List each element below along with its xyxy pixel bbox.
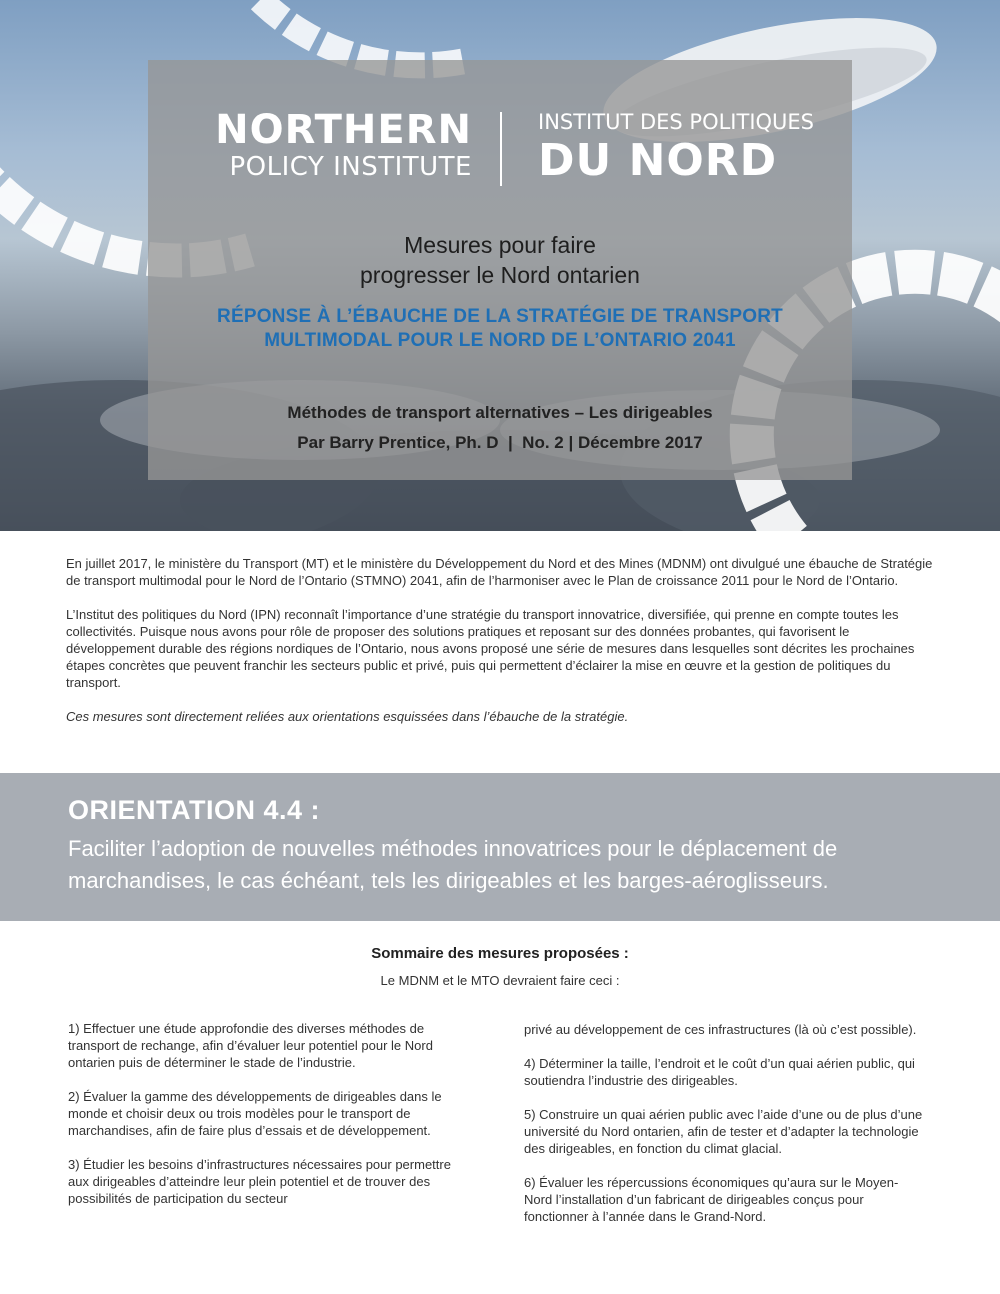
orientation-heading: ORIENTATION 4.4 :	[68, 795, 321, 825]
logo-fr-line1: INSTITUT DES POLITIQUES	[538, 110, 815, 134]
measures-column-right	[524, 1021, 924, 1242]
summary-subtitle: Le MDNM et le MTO devraient faire ceci :	[380, 973, 620, 988]
publication-meta	[148, 398, 852, 458]
intro-paragraph-2: L’Institut des politiques du Nord (IPN) reconnaît l’importance d’une stratégie du transport innovatrice, diversifiée, qui prenne en compte toutes les collectivités. Puisque nous avons pour rôle de proposer des solutions pratiques et reposant sur des données probantes, qui favorisent le développement durable des régions nordiques de l’Ontario, nous avons proposé une série de mesures dans lesquelles sont décrites les prochaines étapes concrètes que peuvent franchir les secteurs public et privé, puis qui permettent d’éclairer la mise en œuvre et la gestion de politiques du transport.	[66, 607, 915, 690]
measure-item: 2) Évaluer la gamme des développements de dirigeables dans le monde et choisir deux ou trois modèles pour le transport de marchandises, afin de faire plus d’essais et de développement.	[68, 1089, 442, 1138]
logo-french	[538, 108, 838, 186]
intro-section	[66, 555, 936, 742]
measures-column-left	[68, 1020, 468, 1224]
logo-en-line2: POLICY INSTITUTE	[229, 152, 472, 182]
intro-paragraph-3: Ces mesures sont directement reliées aux orientations esquissées dans l’ébauche de la stratégie.	[66, 709, 629, 724]
logo-fr-line2: DU NORD	[538, 135, 778, 186]
byline: Par Barry Prentice, Ph. D | No. 2 | Décembre 2017	[297, 433, 703, 452]
page-title	[148, 230, 852, 290]
measure-item: 3) Étudier les besoins d’infrastructures nécessaires pour permettre aux dirigeables d’atteindre leur plein potentiel et de trouver des possibilités de participation du secteur	[68, 1157, 451, 1206]
title-line-1: Mesures pour faire	[404, 232, 596, 258]
orientation-band	[0, 773, 1000, 921]
page-subtitle	[148, 305, 852, 353]
measure-item: 5) Construire un quai aérien public avec l’aide d’une ou de plus d’une université du Nord ontarien, afin de tester et d’adapter la technologie des dirigeables, en fonction du climat glacial.	[524, 1107, 923, 1156]
hero-banner	[0, 0, 1000, 531]
summary-title: Sommaire des mesures proposées :	[371, 945, 629, 962]
measure-item: privé au développement de ces infrastructures (là où c’est possible).	[524, 1022, 917, 1037]
topic-line: Méthodes de transport alternatives – Les dirigeables	[287, 403, 713, 422]
measure-item: 4) Déterminer la taille, l’endroit et le coût d’un quai aérien public, qui soutiendra l’industrie des dirigeables.	[524, 1056, 915, 1088]
measure-item: 6) Évaluer les répercussions économiques qu’aura sur le Moyen-Nord l’installation d’un fabricant de dirigeables conçus pour fonctionner à l’année dans le Grand-Nord.	[524, 1175, 899, 1224]
subtitle-line-2: MULTIMODAL POUR LE NORD DE L’ONTARIO 2041	[264, 330, 736, 351]
title-line-2: progresser le Nord ontarien	[360, 262, 640, 288]
subtitle-line-1: RÉPONSE À L’ÉBAUCHE DE LA STRATÉGIE DE TRANSPORT	[217, 306, 783, 327]
logo-divider	[500, 112, 502, 186]
intro-paragraph-1: En juillet 2017, le ministère du Transport (MT) et le ministère du Développement du Nord et des Mines (MDNM) ont divulgué une ébauche de Stratégie de transport multimodal pour le Nord de l’Ontario (STMNO) 2041, afin de l’harmoniser avec le Plan de croissance 2011 pour le Nord de l’Ontario.	[66, 556, 933, 588]
logo-en-line1: NORTHERN	[215, 107, 472, 153]
title-panel	[148, 60, 852, 480]
logo-english	[202, 108, 472, 182]
orientation-description: Faciliter l’adoption de nouvelles méthodes innovatrices pour le déplacement de marchandises, le cas échéant, tels les dirigeables et les barges-aéroglisseurs.	[68, 836, 838, 893]
measure-item: 1) Effectuer une étude approfondie des diverses méthodes de transport de rechange, afin d’évaluer leur potentiel pour le Nord ontarien puis de déterminer le stade de l’industrie.	[68, 1021, 433, 1070]
